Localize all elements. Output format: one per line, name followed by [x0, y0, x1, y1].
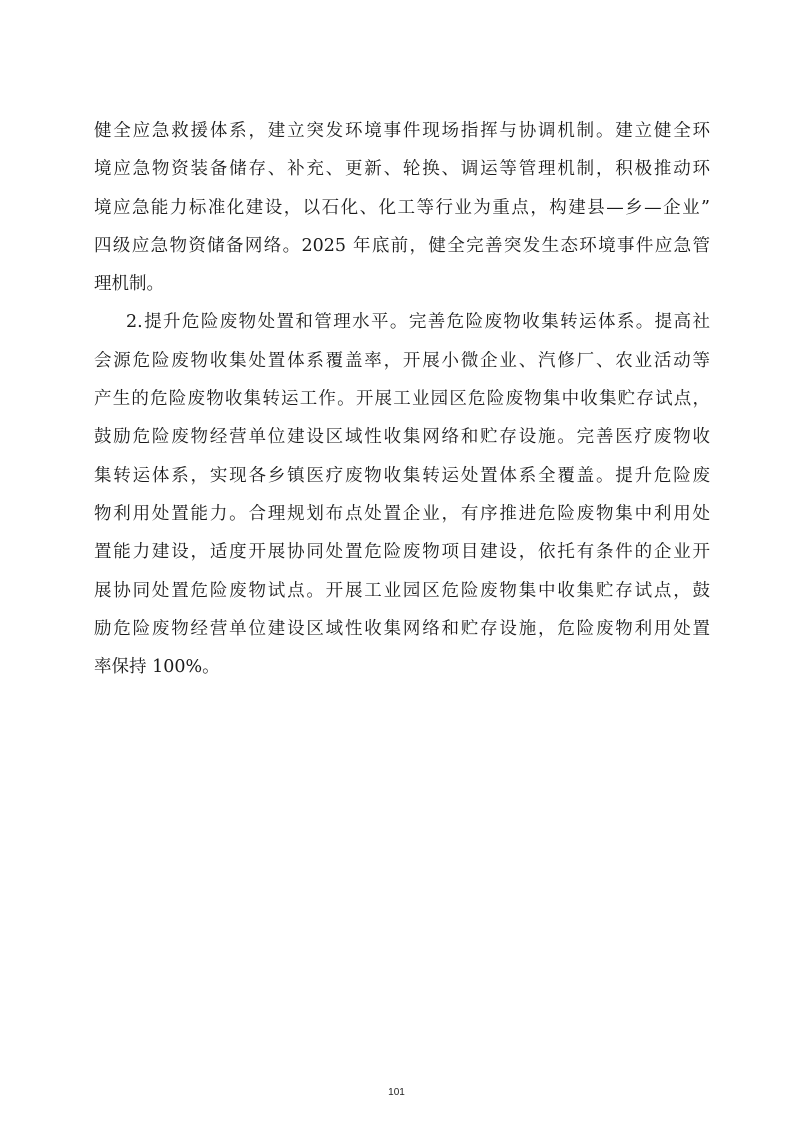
text-line: 物利用处置能力。合理规划布点处置企业，有序推进危险废物集中利用处	[94, 503, 710, 524]
text-line: 率保持 100%。	[94, 657, 220, 678]
text-line: 四级应急物资储备网络。2025 年底前，健全完善突发生态环境事件应急管	[94, 235, 710, 256]
text-line: 置能力建设，适度开展协同处置危险废物项目建设，依托有条件的企业开	[94, 542, 710, 563]
text-line: 境应急能力标准化建设，以石化、化工等行业为重点，构建县—乡—企业”	[94, 197, 710, 218]
text-line: 2.提升危险废物处置和管理水平。完善危险废物收集转运体系。提高社	[126, 312, 710, 333]
body-text	[94, 112, 710, 686]
text-line: 展协同处置危险废物试点。开展工业园区危险废物集中收集贮存试点，鼓	[94, 580, 710, 601]
paragraph-hazardous-waste	[94, 303, 710, 686]
text-line: 鼓励危险废物经营单位建设区域性收集网络和贮存设施。完善医疗废物收	[94, 427, 710, 448]
text-line: 励危险废物经营单位建设区域性收集网络和贮存设施，危险废物利用处置	[94, 618, 710, 639]
text-line: 理机制。	[94, 274, 164, 295]
text-line: 境应急物资装备储存、补充、更新、轮换、调运等管理机制，积极推动环	[94, 159, 710, 180]
page-number: 101	[388, 1087, 405, 1098]
text-line: 健全应急救援体系，建立突发环境事件现场指挥与协调机制。建立健全环	[94, 121, 710, 141]
paragraph-emergency-response	[94, 112, 710, 303]
text-line: 产生的危险废物收集转运工作。开展工业园区危险废物集中收集贮存试点，	[94, 389, 710, 410]
text-line: 会源危险废物收集处置体系覆盖率，开展小微企业、汽修厂、农业活动等	[94, 350, 710, 371]
text-line: 集转运体系，实现各乡镇医疗废物收集转运处置体系全覆盖。提升危险废	[94, 465, 710, 486]
